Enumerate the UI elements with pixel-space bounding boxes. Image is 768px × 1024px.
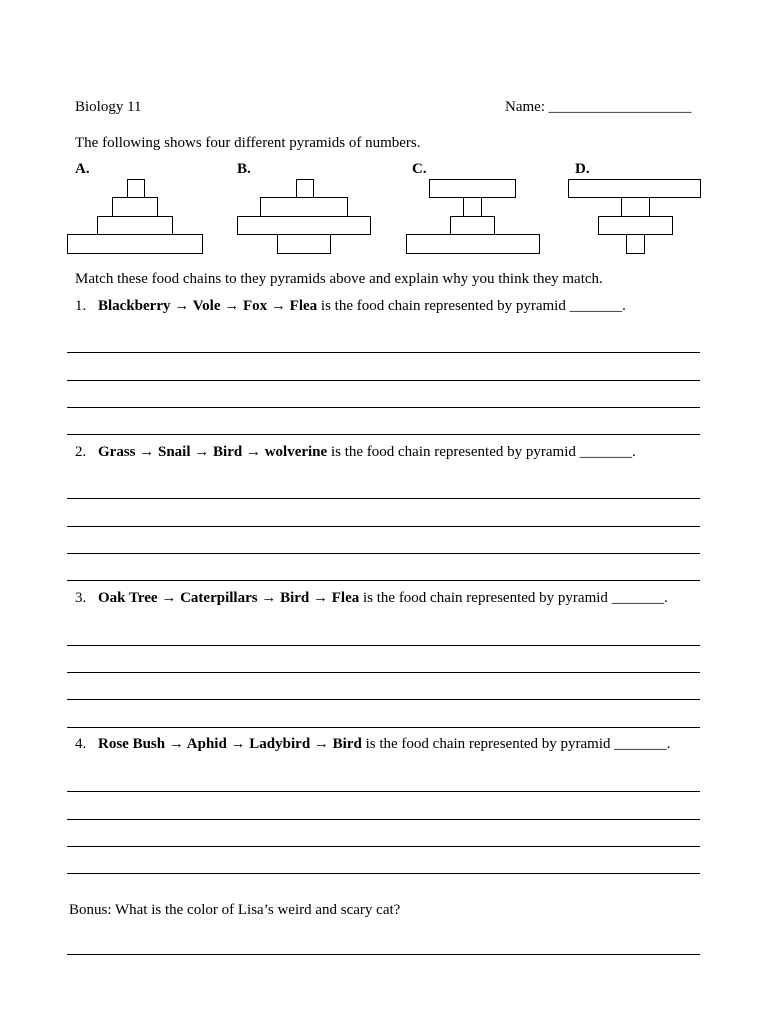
pyramid-c-level-1 bbox=[406, 234, 540, 254]
question-1 bbox=[75, 298, 626, 315]
question-number: 1. bbox=[75, 298, 87, 314]
intro-text: The following shows four different pyramids of numbers. bbox=[75, 135, 421, 151]
answer-line bbox=[67, 498, 700, 499]
pyramid-b-label: B. bbox=[237, 161, 251, 177]
pyramid-c-label: C. bbox=[412, 161, 427, 177]
question-3 bbox=[75, 590, 668, 607]
pyramid-b-level-4 bbox=[296, 179, 314, 198]
question-prompt: is the food chain represented by pyramid _______. bbox=[365, 736, 671, 752]
pyramid-d-level-2 bbox=[598, 216, 673, 235]
answer-line bbox=[67, 791, 700, 792]
pyramid-a-level-2 bbox=[97, 216, 173, 235]
food-chain: Grass → Snail → Bird → wolverine bbox=[98, 444, 328, 460]
answer-line bbox=[67, 699, 700, 700]
pyramid-b-level-2 bbox=[237, 216, 371, 235]
pyramid-a-level-4 bbox=[127, 179, 145, 198]
answer-line bbox=[67, 352, 700, 353]
answer-line bbox=[67, 954, 700, 955]
food-chain: Rose Bush → Aphid → Ladybird → Bird bbox=[98, 736, 362, 752]
answer-line bbox=[67, 873, 700, 874]
question-prompt: is the food chain represented by pyramid _______. bbox=[330, 444, 636, 460]
answer-line bbox=[67, 380, 700, 381]
pyramid-d-level-1 bbox=[626, 234, 645, 254]
name-label: Name: bbox=[505, 99, 545, 115]
question-prompt: is the food chain represented by pyramid _______. bbox=[362, 590, 668, 606]
name-field bbox=[505, 99, 691, 116]
food-chain: Blackberry → Vole → Fox → Flea bbox=[98, 298, 318, 314]
course-title: Biology 11 bbox=[75, 99, 142, 115]
answer-line bbox=[67, 580, 700, 581]
food-chain: Oak Tree → Caterpillars → Bird → Flea bbox=[98, 590, 360, 606]
pyramid-b-level-1 bbox=[277, 234, 331, 254]
pyramid-a-label: A. bbox=[75, 161, 90, 177]
pyramid-a-level-1 bbox=[67, 234, 203, 254]
answer-line bbox=[67, 727, 700, 728]
answer-line bbox=[67, 553, 700, 554]
question-prompt: is the food chain represented by pyramid _______. bbox=[320, 298, 626, 314]
question-number: 4. bbox=[75, 736, 87, 752]
pyramid-d-level-4 bbox=[568, 179, 701, 198]
instructions-text: Match these food chains to they pyramids above and explain why you think they match. bbox=[75, 271, 603, 287]
question-number: 2. bbox=[75, 444, 87, 460]
pyramid-d-label: D. bbox=[575, 161, 590, 177]
answer-line bbox=[67, 645, 700, 646]
pyramid-d-level-3 bbox=[621, 197, 650, 217]
pyramid-c-level-4 bbox=[429, 179, 516, 198]
pyramid-b-level-3 bbox=[260, 197, 348, 217]
question-number: 3. bbox=[75, 590, 87, 606]
answer-line bbox=[67, 672, 700, 673]
answer-line bbox=[67, 407, 700, 408]
answer-line bbox=[67, 434, 700, 435]
pyramid-c-level-3 bbox=[463, 197, 482, 217]
question-2 bbox=[75, 444, 636, 461]
name-blank: ___________________ bbox=[548, 99, 692, 115]
answer-line bbox=[67, 846, 700, 847]
pyramid-c-level-2 bbox=[450, 216, 495, 235]
question-4 bbox=[75, 736, 671, 753]
answer-line bbox=[67, 526, 700, 527]
bonus-question: Bonus: What is the color of Lisa’s weird and scary cat? bbox=[69, 902, 401, 918]
pyramid-a-level-3 bbox=[112, 197, 158, 217]
answer-line bbox=[67, 819, 700, 820]
